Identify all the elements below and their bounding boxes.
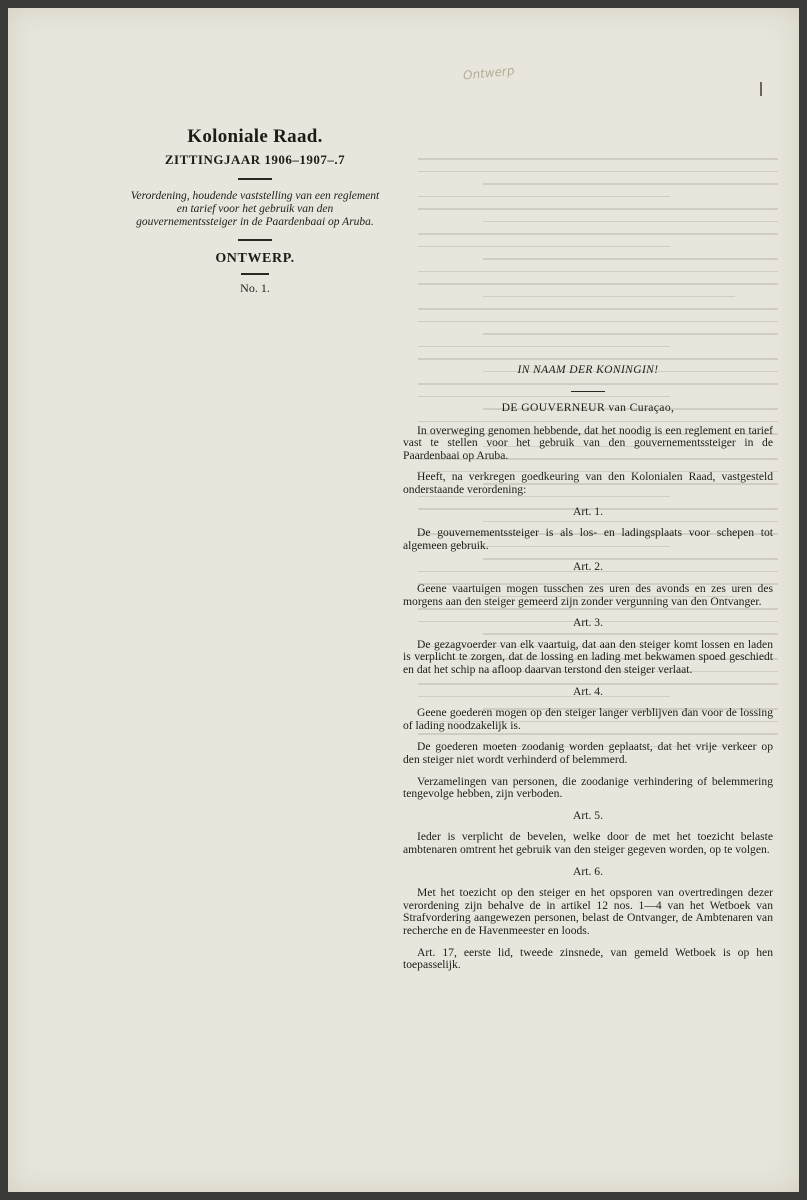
royal-heading: IN NAAM DER KONINGIN!	[517, 364, 659, 376]
preamble-considering: In overweging genomen hebbende, dat het noodig is een reglement en tarief vast te stellen voor het gebruik van den gouvernementssteiger in de Paardenbaai op Aruba.	[403, 423, 773, 462]
article-6-text: Met het toezicht op den steiger en het opsporen van overtredingen dezer verordening zijn behalve de in artikel 12 nos. 1—4 van het Wetboek van Strafvordering aangewezen personen, belast de Ontvanger, de Ambtenaren van recherche en de Havenmeester en loods.	[403, 886, 773, 937]
article-1-text: De gouvernementssteiger is als los- en ladingsplaats voor schepen tot algemeen gebruik.	[403, 526, 773, 552]
article-6-label: Art. 6.	[573, 864, 603, 878]
divider	[238, 239, 272, 241]
article-6-text-2: Art. 17, eerste lid, tweede zinsnede, van gemeld Wetboek is op hen toepasselijk.	[403, 945, 773, 972]
ordinance-subject: Verordening, houdende vaststelling van een reglement en tarief voor het gebruik van den gouvernementssteiger in de Paardenbaai op Aruba.	[130, 190, 380, 228]
article-4-text-3: Verzamelingen van personen, die zoodanige verhindering of belemmering tengevolge hebben, zijn verboden.	[403, 774, 773, 801]
council-title: Koloniale Raad.	[187, 126, 323, 147]
divider	[238, 178, 272, 180]
article-2-label: Art. 2.	[573, 560, 603, 574]
governor-line: DE GOUVERNEUR van Curaçao,	[501, 401, 675, 415]
edge-mark	[760, 82, 762, 96]
document-page	[8, 8, 799, 1192]
preamble-approval: Heeft, na verkregen goedkeuring van den Kolonialen Raad, vastgesteld onderstaande verordening:	[403, 470, 773, 497]
header-column	[126, 126, 384, 296]
article-4-text-2: De goederen moeten zoodanig worden geplaatst, dat het vrije verkeer op den steiger niet wordt verhinderd of belemmerd.	[403, 740, 773, 766]
article-3-label: Art. 3.	[573, 616, 603, 630]
ordinance-body	[403, 364, 773, 981]
divider	[241, 273, 269, 275]
draft-number: No. 1.	[240, 280, 270, 295]
article-4-label: Art. 4.	[573, 684, 603, 698]
article-5-text: Ieder is verplicht de bevelen, welke door de met het toezicht belaste ambtenaren omtrent het gebruik van den steiger gegeven worden, op te volgen.	[403, 830, 773, 856]
session-year: ZITTINGJAAR 1906–1907–.7	[164, 152, 346, 167]
article-5-label: Art. 5.	[573, 808, 603, 822]
article-2-text: Geene vaartuigen mogen tusschen zes uren des avonds en zes uren des morgens aan den steiger gemeerd zijn zonder vergunning van den Ontvanger.	[403, 582, 773, 608]
article-4-text-1: Geene goederen mogen op den steiger langer verblijven dan voor de lossing of lading noodzakelijk is.	[403, 706, 773, 732]
pencil-annotation: Ontwerp	[462, 63, 516, 83]
divider	[571, 391, 605, 393]
article-1-label: Art. 1.	[573, 504, 603, 518]
article-3-text: De gezagvoerder van elk vaartuig, dat aan den steiger komt lossen en laden is verplicht te zorgen, dat de lossing en lading met bekwamen spoed geschiedt en dat het schip na afloop daarvan terstond den steiger verlaat.	[403, 637, 773, 676]
draft-label: ONTWERP.	[215, 251, 295, 266]
